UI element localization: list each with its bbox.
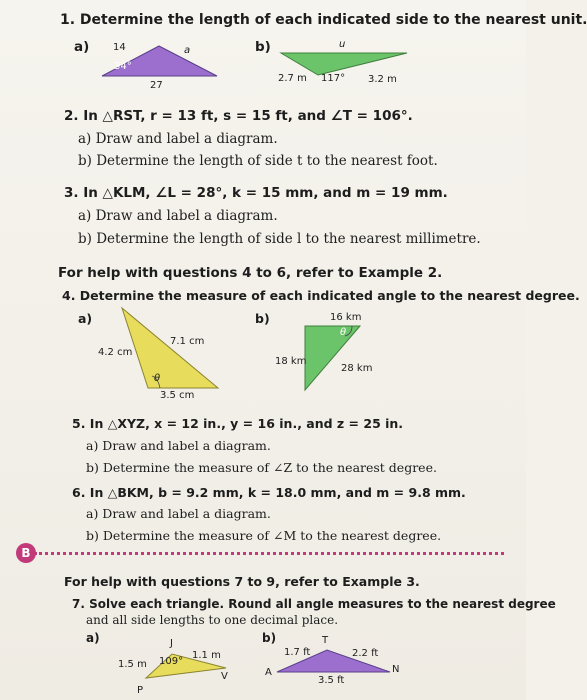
q6b: b) Determine the measure of ∠M to the nearest degree. [86,528,442,543]
section-b-badge: B [16,543,36,563]
q5b: b) Determine the measure of ∠Z to the nearest degree. [86,460,437,475]
q6a: a) Draw and label a diagram. [86,506,271,521]
q7b-label: b) [262,631,277,645]
q3-prompt: 3. In △KLM, ∠L = 28°, k = 15 mm, and m = 19 mm. [64,185,448,201]
q7a-vertex-p: P [137,685,144,696]
q7a-angle: 109° [159,656,184,667]
q1b-unknown: u [339,39,346,50]
q4b-label: b) [255,311,270,326]
q4a-right: 7.1 cm [170,336,205,347]
section-divider [34,552,504,555]
q1a-label: a) [74,39,90,55]
q1b-side-right: 3.2 m [368,74,397,85]
q2b: b) Determine the length of side t to the nearest foot. [78,153,438,169]
q1a-side-left: 14 [113,42,126,53]
q7b-right: 2.2 ft [352,648,379,659]
q4a-bottom: 3.5 cm [160,390,195,401]
q7-prompt-line2: and all side lengths to one decimal place. [86,613,339,627]
q3a: a) Draw and label a diagram. [78,208,278,224]
q4b-angle: θ [340,327,347,338]
q7b-vertex-t: T [322,635,329,646]
q4a-angle: θ [154,373,161,384]
q4a-left: 4.2 cm [98,347,133,358]
q4a-triangle [122,308,218,388]
q4-prompt: 4. Determine the measure of each indicated angle to the nearest degree. [62,288,580,303]
q3b: b) Determine the length of side l to the nearest millimetre. [78,231,481,247]
q5-prompt: 5. In △XYZ, x = 12 in., y = 16 in., and z = 25 in. [72,416,404,431]
q7a-label: a) [86,631,100,645]
q2a: a) Draw and label a diagram. [78,131,278,147]
q7b-left: 1.7 ft [284,647,311,658]
q1b-label: b) [255,39,271,55]
q1b-triangle [281,53,407,75]
q7a-vertex-v: V [221,671,228,682]
q4b-left: 18 km [275,356,307,367]
q4b-top: 16 km [330,312,362,323]
q1a-angle: 34° [114,61,132,72]
q1a-unknown: a [184,45,191,56]
q7a-right: 1.1 m [192,650,221,661]
help-q7-9: For help with questions 7 to 9, refer to Example 3. [64,574,420,589]
q5a: a) Draw and label a diagram. [86,438,271,453]
help-q4-6: For help with questions 4 to 6, refer to Example 2. [58,265,443,281]
q7-prompt-line1: 7. Solve each triangle. Round all angle measures to the nearest degree [72,597,556,611]
q4a-label: a) [78,311,93,326]
q4b-triangle [305,326,360,390]
q2-prompt: 2. In △RST, r = 13 ft, s = 15 ft, and ∠T = 106°. [64,108,413,124]
q1b-angle: 117° [321,73,346,84]
q7b-bottom: 3.5 ft [318,675,345,686]
q6-prompt: 6. In △BKM, b = 9.2 mm, k = 18.0 mm, and m = 9.8 mm. [72,485,466,500]
q7b-vertex-n: N [392,664,400,675]
q4b-right: 28 km [341,363,373,374]
q1b-side-left: 2.7 m [278,73,307,84]
q7b-vertex-a: A [265,667,272,678]
q7a-left: 1.5 m [118,659,147,670]
q1-prompt: 1. Determine the length of each indicated side to the nearest unit. [60,12,587,28]
q7a-vertex-j: J [170,638,173,649]
q1a-side-bottom: 27 [150,80,163,91]
